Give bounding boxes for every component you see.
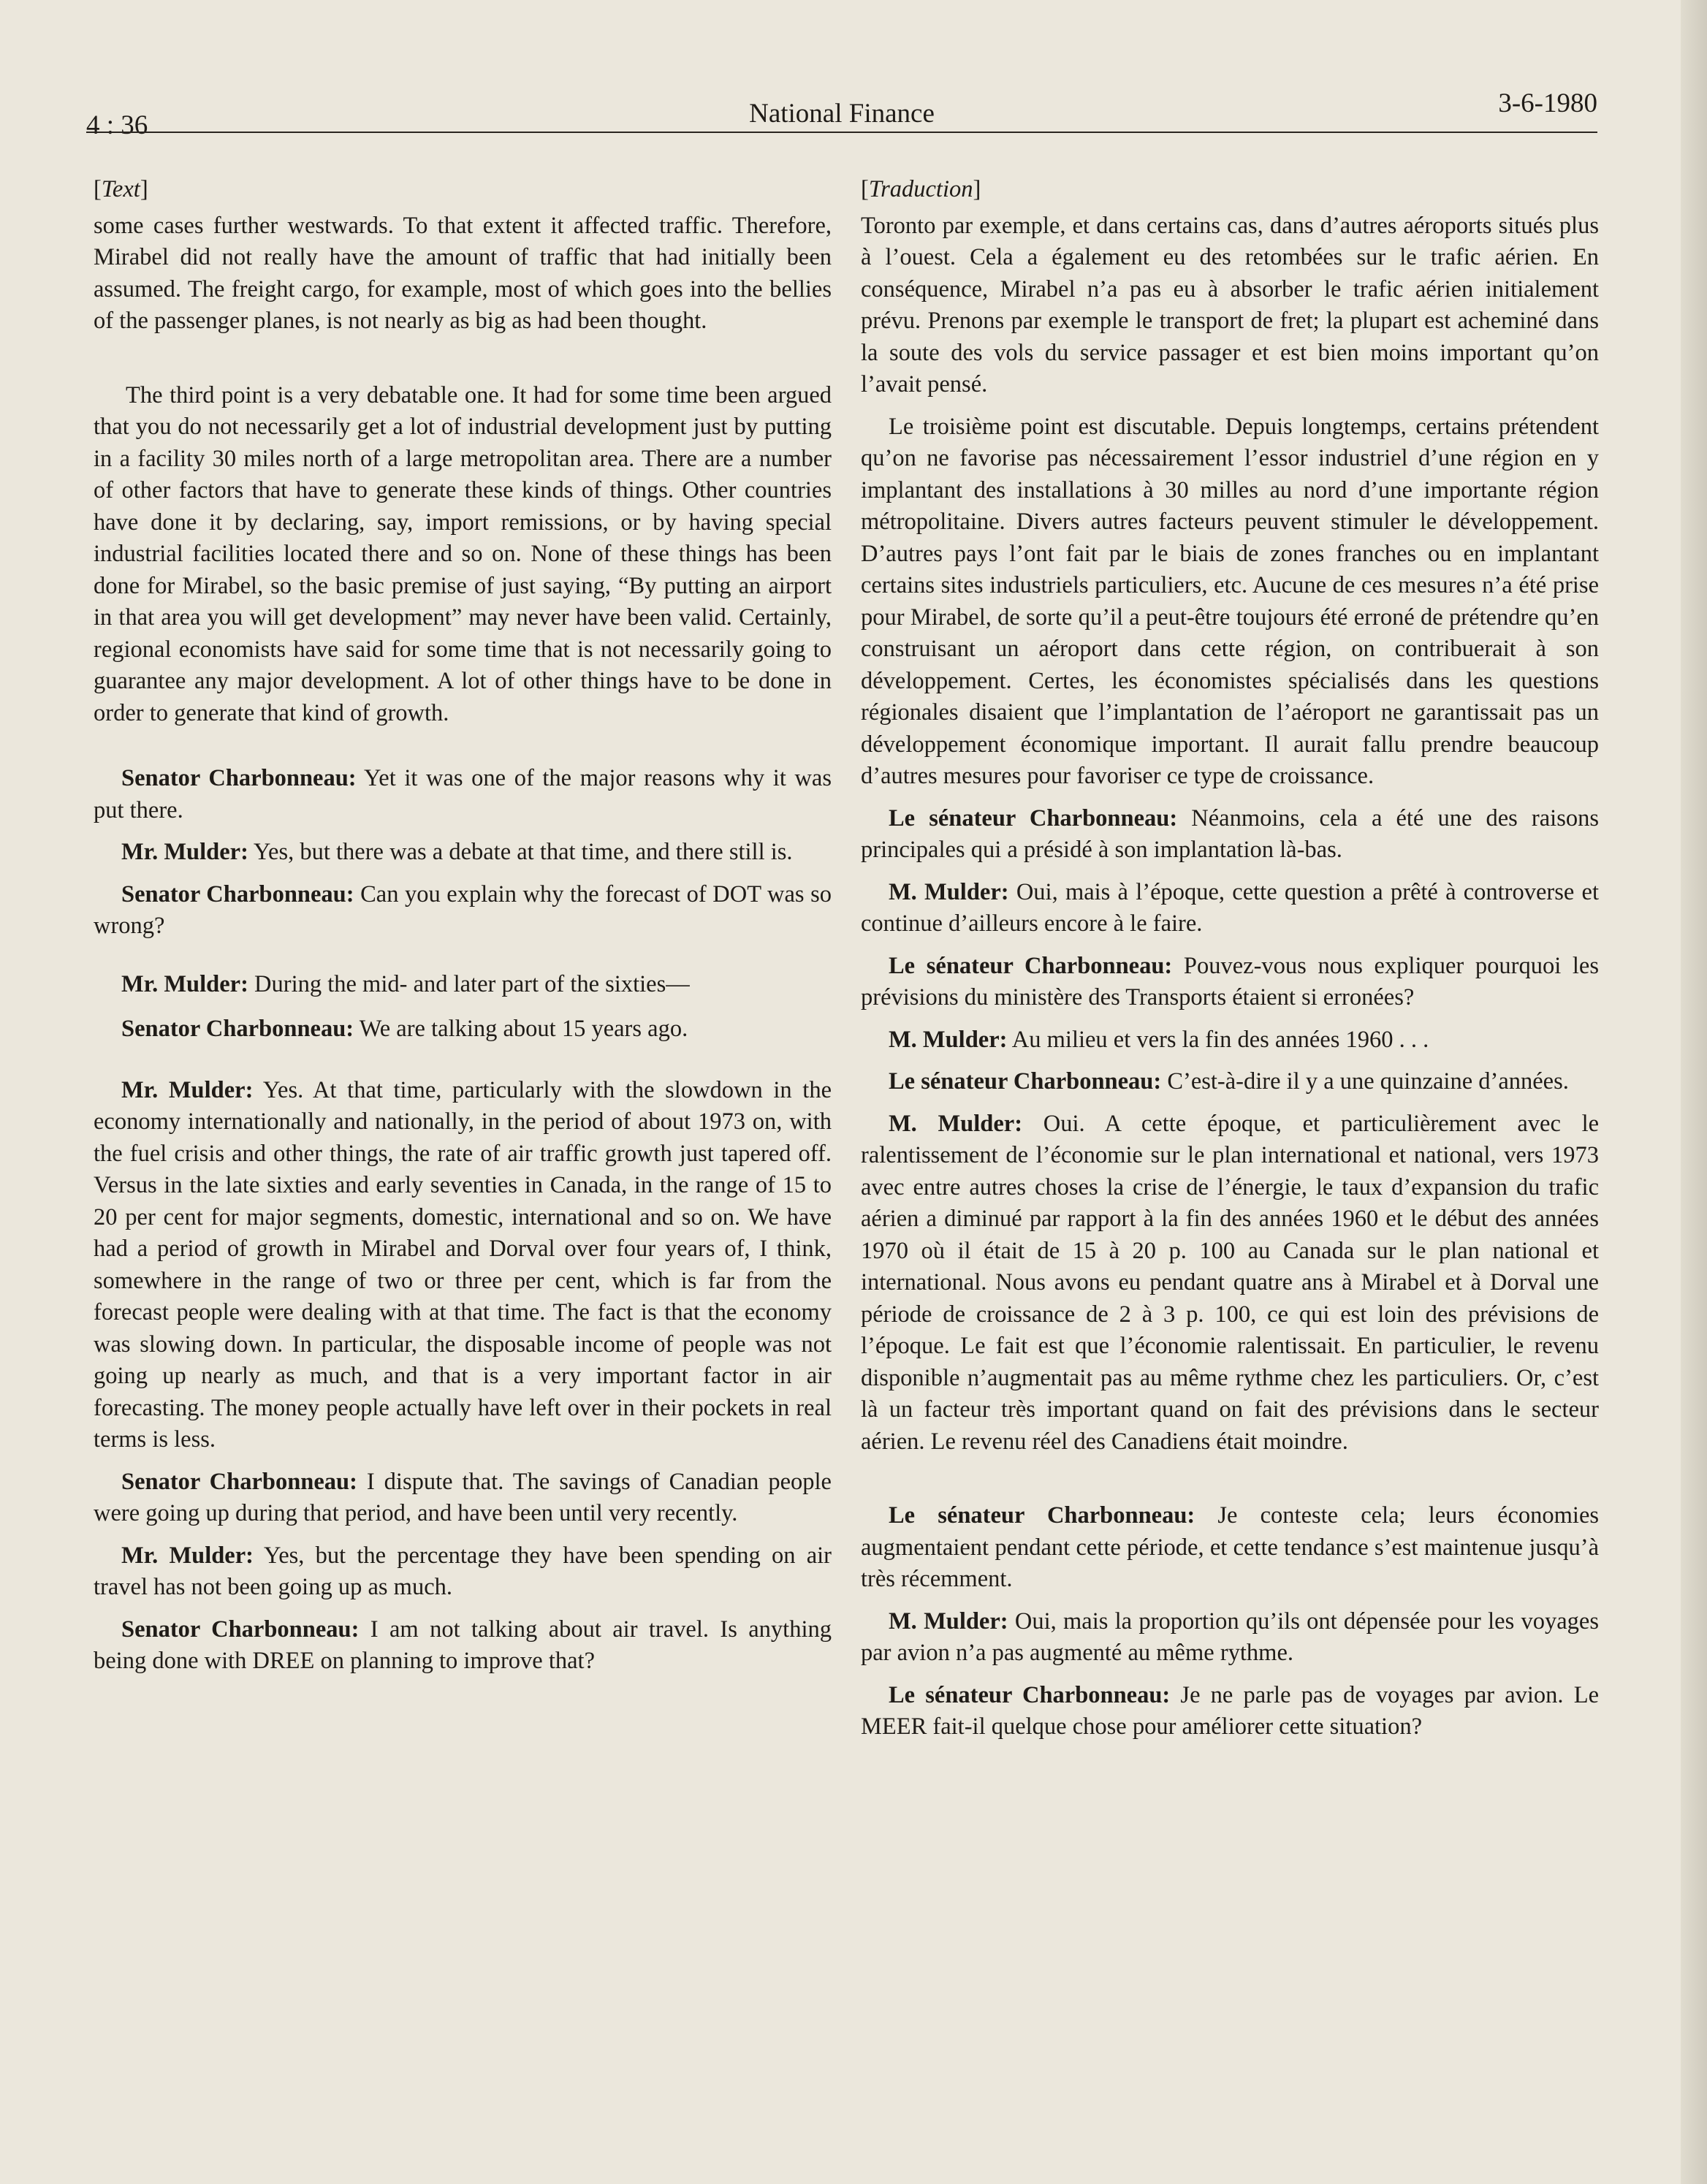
paragraph: Le sénateur Charbonneau: C’est-à-dire il y a une quinzaine d’années. bbox=[889, 1068, 1569, 1095]
paragraph: M. Mulder: Oui. A cette époque, et particulièrement avec le ralentissement de l’économie sur le plan international et national, vers 1973 avec entre autres choses la crise de l’énergie, le taux d’expansion du trafic aérien a diminué par rapport à la fin des années 1960 et le début des années 1970 où il était de 15 à 20 p. 100 au Canada sur le plan national et international. Nous avons eu pendant quatre ans à Mirabel et à Dorval une période de croissance de 2 à 3 p. 100, ce qui est loin des prévisions de l’époque. Le fait est que l’économie ralentissait. En particulier, le revenu disponible n’augmentait pas au même rythme chez les particuliers. Or, c’est là un facteur très important quand on fait des prévisions dans le secteur aérien. Le revenu réel des Canadiens était moindre. bbox=[861, 1110, 1600, 1455]
publication-title: National Finance bbox=[749, 99, 935, 129]
text-tag-label: Text bbox=[101, 176, 140, 202]
speaker-name: Mr. Mulder: bbox=[121, 1076, 254, 1103]
speaker-name: Senator Charbonneau: bbox=[121, 765, 357, 791]
speaker-name: M. Mulder: bbox=[889, 1026, 1008, 1053]
traduction-tag-label: Traduction bbox=[868, 176, 973, 202]
paragraph: Le sénateur Charbonneau: Néanmoins, cela a été une des raisons principales qui a présidé à son implantation là-bas. bbox=[861, 804, 1599, 863]
speaker-name: M. Mulder: bbox=[889, 1607, 1008, 1635]
paragraph: some cases further westwards. To that extent it affected traffic. Therefore, Mirabel did not really have the amount of traffic that had initially been assumed. The freight cargo, for example, most of which goes into the bellies of the passenger planes, is not nearly as big as had been thought. bbox=[94, 212, 832, 334]
paragraph: Senator Charbonneau: I am not talking about air travel. Is anything being done with DREE on planning to improve that? bbox=[94, 1616, 832, 1674]
speaker-name: Le sénateur Charbonneau: bbox=[889, 1681, 1171, 1708]
header-rule bbox=[86, 132, 1597, 133]
paragraph: Le sénateur Charbonneau: Je ne parle pas de voyages par avion. Le MEER fait-il quelque chose pour améliorer cette situation? bbox=[861, 1681, 1599, 1740]
paragraph: Senator Charbonneau: We are talking about 15 years ago. bbox=[121, 1016, 688, 1042]
paragraph: M. Mulder: Oui, mais la proportion qu’ils ont dépensée pour les voyages par avion n’a pas augmenté au même rythme. bbox=[861, 1607, 1599, 1666]
speaker-name: Le sénateur Charbonneau: bbox=[889, 952, 1173, 979]
paragraph: Mr. Mulder: Yes, but the percentage they have been spending on air travel has not been going up as much. bbox=[94, 1542, 832, 1600]
page-edge bbox=[1681, 0, 1707, 2184]
french-column bbox=[861, 174, 1599, 1743]
paragraph: Mr. Mulder: Yes. At that time, particularly with the slowdown in the economy internationally and nationally, in the period of about 1973 on, with the fuel crisis and other things, the rate of air traffic growth just tapered off. Versus in the late sixties and early seventies in Canada, in the range of 15 to 20 per cent for major segments, domestic, international and so on. We have had a period of growth in Mirabel and Dorval over four years of, I think, somewhere in the range of two or three per cent, which is far from the forecast people were dealing with at that time. The fact is that the economy was slowing down. In particular, the disposable income of people was not going up nearly as much, and that is a very important factor in air forecasting. The money people actually have left over in their pockets in real terms is less. bbox=[94, 1076, 832, 1453]
paragraph: Mr. Mulder: During the mid- and later part of the sixties— bbox=[121, 970, 690, 997]
paragraph: Mr. Mulder: Yes, but there was a debate at that time, and there still is. bbox=[121, 839, 793, 865]
traduction-tag: [Traduction] bbox=[861, 176, 981, 202]
speaker-name: Senator Charbonneau: bbox=[121, 1016, 354, 1042]
speaker-name: M. Mulder: bbox=[889, 878, 1009, 905]
speaker-name: Senator Charbonneau: bbox=[121, 1616, 360, 1643]
paragraph: M. Mulder: Oui, mais à l’époque, cette question a prêté à controverse et continue d’ailleurs encore à le faire. bbox=[861, 878, 1600, 937]
paragraph: Senator Charbonneau: Can you explain why the forecast of DOT was so wrong? bbox=[94, 880, 832, 939]
paragraph: M. Mulder: Au milieu et vers la fin des années 1960 . . . bbox=[889, 1026, 1429, 1053]
text-tag: [Text] bbox=[94, 176, 148, 202]
speaker-name: Mr. Mulder: bbox=[121, 839, 248, 865]
speaker-name: Mr. Mulder: bbox=[121, 1542, 254, 1569]
paragraph: Toronto par exemple, et dans certains cas, dans d’autres aéroports situés plus à l’ouest. Cela a également eu des retombées sur le trafic aérien. En conséquence, Mirabel n’a pas eu à absorber le trafic aérien initialement prévu. Prenons par exemple le transport de fret; la plupart est acheminé dans la soute des vols du service passager et est bien moins important qu’on l’avait pensé. bbox=[861, 212, 1599, 397]
speaker-name: M. Mulder: bbox=[889, 1110, 1023, 1137]
speaker-name: Le sénateur Charbonneau: bbox=[889, 1502, 1195, 1529]
paragraph: Senator Charbonneau: I dispute that. The savings of Canadian people were going up during that period, and have been until very recently. bbox=[94, 1468, 832, 1526]
paragraph: Le sénateur Charbonneau: Je conteste cela; leurs économies augmentaient pendant cette période, et cette tendance s’est maintenue jusqu’à très récemment. bbox=[861, 1502, 1600, 1592]
paragraph: Le sénateur Charbonneau: Pouvez-vous nous expliquer pourquoi les prévisions du ministère des Transports étaient si erronées? bbox=[861, 952, 1600, 1011]
paragraph: Senator Charbonneau: Yet it was one of the major reasons why it was put there. bbox=[94, 765, 832, 823]
speaker-name: Mr. Mulder: bbox=[121, 970, 248, 997]
paragraph: Le troisième point est discutable. Depuis longtemps, certains prétendent qu’on ne favorise pas nécessairement l’essor industriel d’une région en y implantant des installations à 30 milles au nord d’une importante région métropolitaine. Divers autres facteurs peuvent stimuler le développement. D’autres pays l’ont fait par le biais de zones franches ou en implantant certains sites industriels particuliers, etc. Aucune de ces mesures n’a été prise pour Mirabel, de sorte qu’il a peut-être toujours été erroné de prétendre qu’en construisant un aéroport dans cette région, on contribuerait à son développement. Certes, les économistes spécialisés dans les questions régionales disaient que l’implantation de l’aéroport ne garantissait pas un développement économique important. Il aurait fallu prendre beaucoup d’autres mesures pour favoriser ce type de croissance. bbox=[861, 413, 1599, 789]
speaker-name: Senator Charbonneau: bbox=[121, 1468, 357, 1495]
speaker-name: Le sénateur Charbonneau: bbox=[889, 1068, 1162, 1095]
speaker-name: Senator Charbonneau: bbox=[121, 880, 354, 908]
english-column bbox=[94, 174, 832, 1678]
publication-date: 3-6-1980 bbox=[1498, 88, 1597, 118]
page-number: 4 : 36 bbox=[86, 110, 148, 140]
speaker-name: Le sénateur Charbonneau: bbox=[889, 804, 1178, 832]
paragraph: The third point is a very debatable one. It had for some time been argued that you do not necessarily get a lot of industrial development just by putting in a facility 30 miles north of a large metropolitan area. There are a number of other factors that have to generate these kinds of things. Other countries have done it by declaring, say, import remissions, or by having special industrial facilities located there and so on. None of these things has been done for Mirabel, so the basic premise of just saying, “By putting an airport in that area you will get development” may never have been valid. Certainly, regional economists have said for some time that is not necessarily going to guarantee any major development. A lot of other things have to be done in order to generate that kind of growth. bbox=[94, 381, 832, 726]
